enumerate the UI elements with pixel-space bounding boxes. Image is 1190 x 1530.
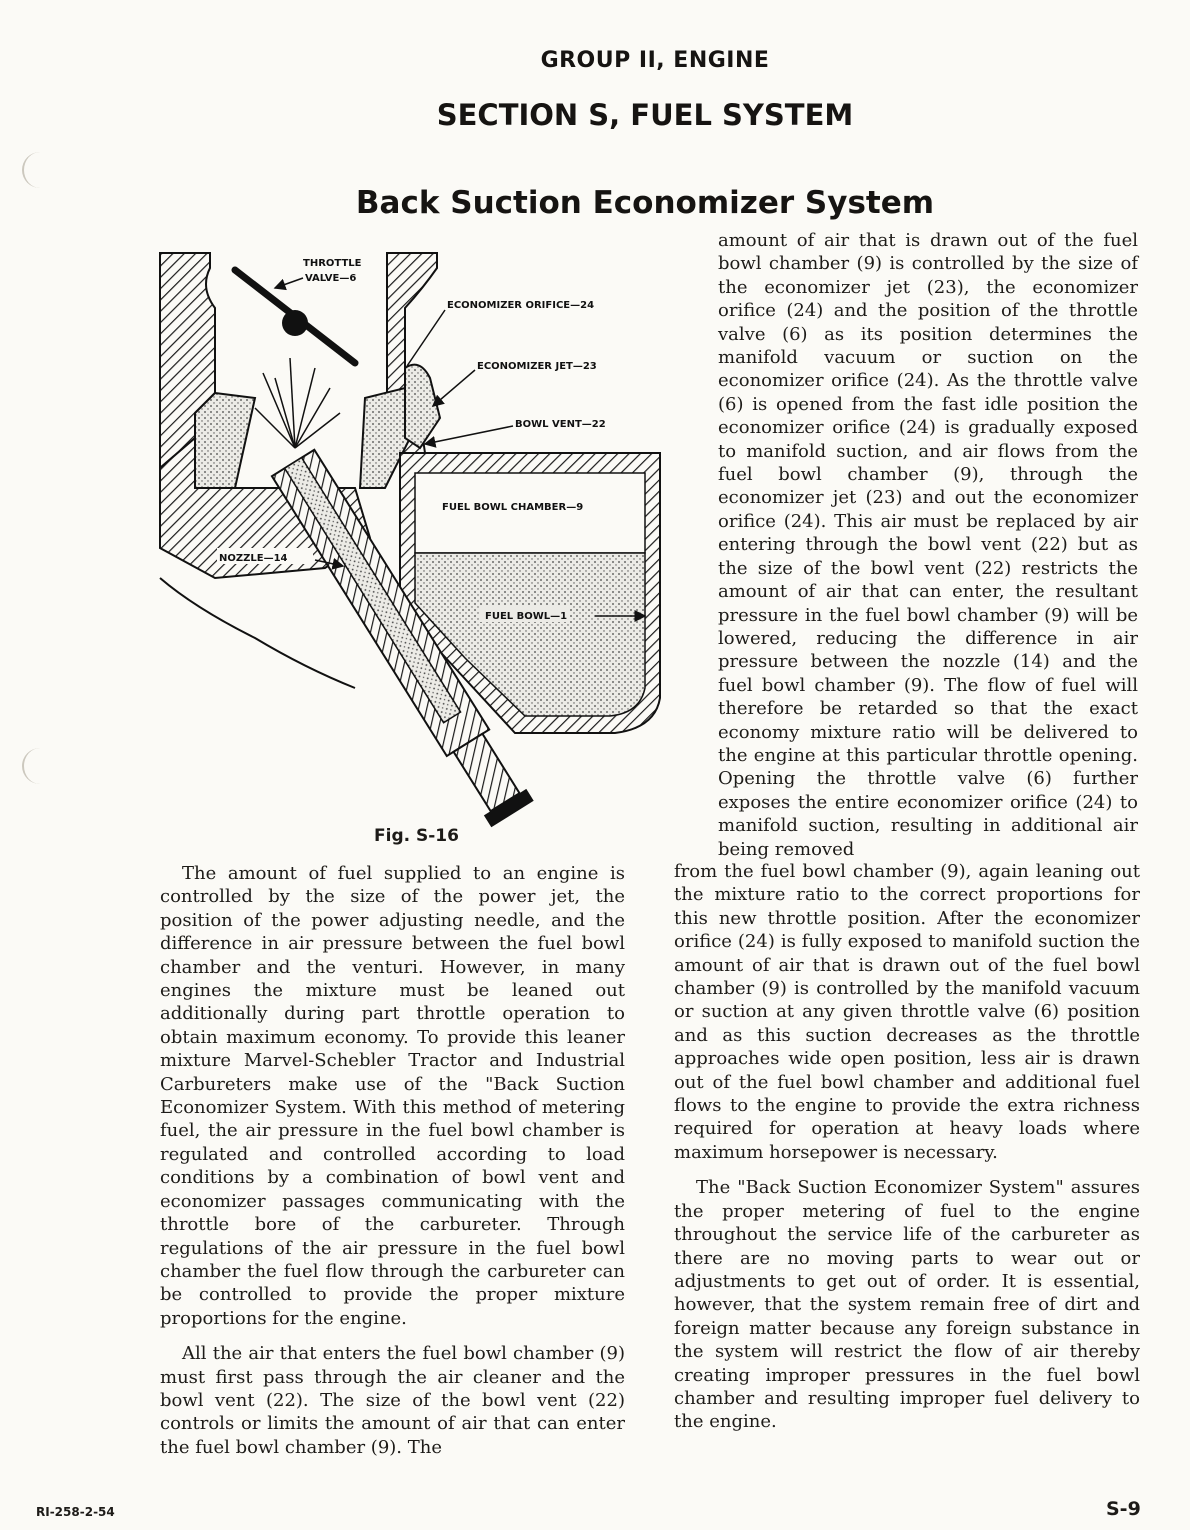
leader-throttle [275, 278, 303, 288]
label-nozzle: NOZZLE—14 [219, 553, 288, 564]
left-column [160, 862, 625, 1471]
binder-hole-middle [22, 748, 40, 784]
binder-hole-top [22, 152, 40, 188]
label-economizer-jet: ECONOMIZER JET—23 [477, 361, 597, 372]
label-throttle-line1: THROTTLE [303, 258, 362, 269]
fuel-bowl-chamber-space [415, 473, 645, 553]
page-number: S-9 [1106, 1498, 1141, 1520]
label-fuel-bowl-chamber: FUEL BOWL CHAMBER—9 [442, 502, 584, 513]
section-title: SECTION S, FUEL SYSTEM [436, 98, 854, 132]
carburetor-diagram [155, 248, 680, 848]
figure-caption: Fig. S-16 [374, 826, 459, 846]
fuel-spray [255, 358, 340, 448]
label-economizer-orifice: ECONOMIZER ORIFICE—24 [447, 300, 595, 311]
leader-economizer-orifice [407, 310, 445, 366]
label-bowl-vent: BOWL VENT—22 [515, 419, 606, 430]
right-column-bottom [674, 860, 1140, 1446]
leader-bowl-vent [425, 426, 513, 444]
label-fuel-bowl: FUEL BOWL—1 [485, 611, 568, 622]
venturi [195, 393, 255, 488]
document-code: RI-258-2-54 [36, 1505, 115, 1519]
throttle-valve-shaft [282, 310, 308, 336]
paragraph: from the fuel bowl chamber (9), again leaning out the mixture ratio to the correct proportions for this new throttle position. After the economizer orifice (24) is fully exposed to manifold suction the amount of air that is drawn out of the fuel bowl chamber (9) is controlled by the manifold vacuum or suction at any given throttle valve (6) position and as this suction decreases as the throttle approaches wide open position, less air is drawn out of the fuel bowl chamber and additional fuel flows to the engine to provide the extra richness required for operation at heavy loads where maximum horsepower is necessary. [674, 861, 1140, 1163]
paragraph: The "Back Suction Economizer System" assures the proper metering of fuel to the engine throughout the service life of the carbureter as there are no moving parts to wear out or adjustments to get out of order. It is essential, however, that the system remain free of dirt and foreign matter because any foreign substance in the system will restrict the flow of air thereby creating improper pressures in the fuel bowl chamber and resulting improper fuel delivery to the engine. [674, 1177, 1140, 1433]
economizer-passage [405, 365, 440, 448]
label-throttle-line2: VALVE—6 [305, 273, 357, 284]
paragraph: The amount of fuel supplied to an engine is controlled by the size of the power jet, the position of the power adjusting needle, and the difference in air pressure between the fuel bowl chamber and the venturi. However, in many engines the mixture must be leaned out additionally during part throttle operation to obtain maximum economy. To provide this leaner mixture Marvel-Schebler Tractor and Industrial Carbureters make use of the "Back Suction Economizer System. With this method of metering fuel, the air pressure in the fuel bowl chamber is regulated and controlled according to load conditions by a combination of bowl vent and economizer passages communicating with the throttle bore of the carbureter. Through regulations of the air pressure in the fuel bowl chamber the fuel flow through the carbureter can be controlled to provide the proper mixture proportions for the engine. [160, 863, 625, 1329]
right-column-top: amount of air that is drawn out of the fuel bowl chamber (9) is controlled by the size of the economizer jet (23), the economizer orifice (24) and the position of the throttle valve (6) as its position determines the manifold vacuum or suction on the economizer orifice (24). As the throttle valve (6) is opened from the fast idle position the economizer orifice (24) is gradually exposed to manifold suction, and air flows from the fuel bowl chamber (9), through the economizer jet (23) and out the economizer orifice (24). This air must be replaced by air entering through the bowl vent (22) but as the size of the bowl vent (22) restricts the amount of air that can enter, the resultant pressure in the fuel bowl chamber (9) will be lowered, reducing the difference in air pressure between the nozzle (14) and the fuel bowl chamber (9). The flow of fuel will therefore be retarded so that the exact economy mixture ratio will be delivered to the engine at this particular throttle opening. Opening the throttle valve (6) further exposes the entire economizer orifice (24) to manifold suction, resulting in additional air being removed [718, 230, 1138, 860]
leader-economizer-jet [433, 370, 475, 406]
body-outline [160, 578, 355, 688]
group-title: GROUP II, ENGINE [540, 48, 770, 73]
topic-title: Back Suction Economizer System [355, 185, 935, 221]
paragraph: All the air that enters the fuel bowl chamber (9) must first pass through the air cleaner and the bowl vent (22). The size of the bowl vent (22) controls or limits the amount of air that can enter the fuel bowl chamber (9). The [160, 1343, 625, 1458]
